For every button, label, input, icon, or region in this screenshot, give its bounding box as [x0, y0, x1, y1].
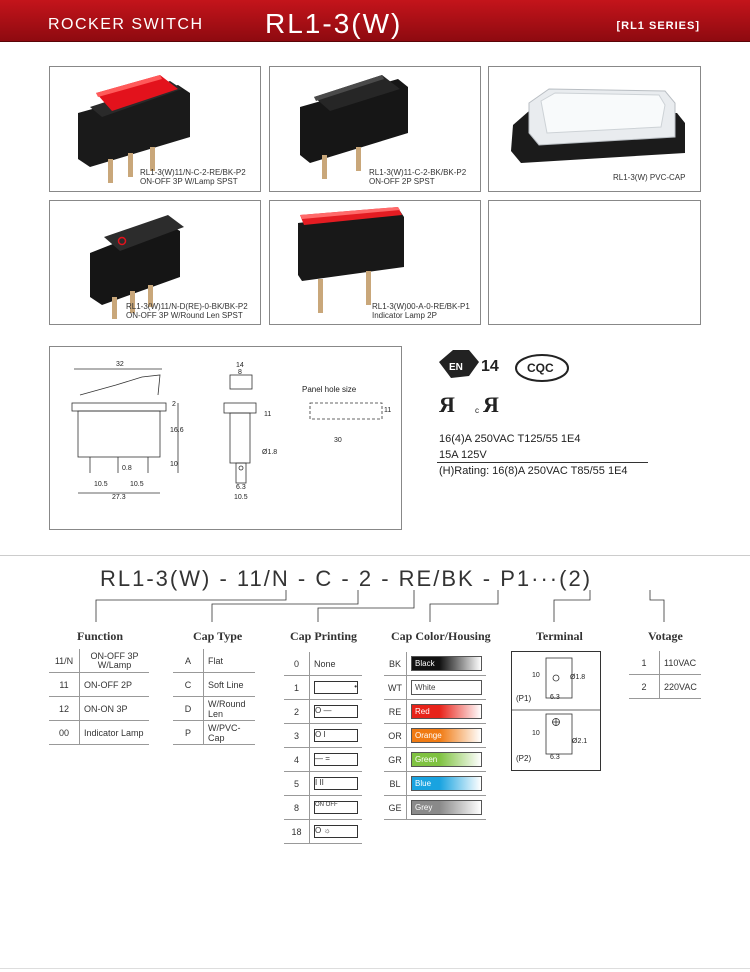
dimension-drawing: [49, 346, 402, 530]
dim-16-6: 16.6: [170, 427, 184, 434]
drawing-lines: [50, 347, 401, 529]
table-row: [629, 651, 701, 675]
cap-type-code: A: [173, 649, 204, 673]
function-title: Function: [77, 629, 124, 643]
svg-text:Я: Я: [483, 392, 499, 417]
dim-10-5-a: 10.5: [94, 481, 108, 488]
table-row: [284, 796, 362, 820]
enec-number: 14: [481, 358, 499, 375]
table-row: [284, 772, 362, 796]
code-leader-lines: [0, 586, 750, 626]
dim-14: 14: [236, 362, 244, 369]
product-card-3: [488, 66, 701, 192]
color-swatch-grey: Grey: [411, 800, 482, 815]
color-code: WT: [384, 676, 407, 700]
ul-c-label: c: [475, 406, 479, 415]
table-row: [384, 748, 486, 772]
dim-2: 2: [172, 401, 176, 408]
table-row: [384, 772, 486, 796]
table-row: [173, 697, 255, 721]
votage-desc: 110VAC: [660, 651, 702, 675]
printing-code: 18: [284, 820, 310, 844]
terminal-h1: 10: [532, 672, 540, 679]
table-row: [384, 652, 486, 676]
color-swatch-orange: Orange: [411, 728, 482, 743]
table-row: [284, 724, 362, 748]
model-title: RL1-3(W): [265, 8, 403, 39]
table-row: [173, 721, 255, 745]
product-5-desc: Indicator Lamp 2P: [372, 311, 437, 320]
table-row: [49, 649, 149, 673]
terminal-h2: 10: [532, 730, 540, 737]
rating-divider: [437, 462, 648, 463]
cap-type-code: P: [173, 721, 204, 745]
terminal-drawing: [511, 651, 601, 771]
code-function: 11/N: [236, 566, 290, 591]
table-row: [384, 724, 486, 748]
terminal-d2: Ø2.1: [572, 738, 588, 745]
table-row: [49, 697, 149, 721]
cap-color-table: [384, 652, 486, 820]
terminal-p2: (P2): [516, 754, 532, 763]
product-card-2: [269, 66, 481, 192]
function-code: 11: [49, 673, 80, 697]
table-row: [384, 700, 486, 724]
function-code: 12: [49, 697, 80, 721]
function-desc: ON-OFF 2P: [80, 673, 150, 697]
code-printing: 2: [358, 566, 374, 591]
dim-6-3: 6.3: [236, 484, 246, 491]
cert-marks-icon: [437, 348, 577, 424]
code-sep: -: [341, 566, 351, 591]
cap-color-title: Cap Color/Housing: [391, 629, 491, 643]
panel-dim-30: 30: [334, 437, 342, 444]
code-sep: -: [219, 566, 229, 591]
cap-type-code: D: [173, 697, 204, 721]
table-row: [49, 721, 149, 745]
printing-code: 0: [284, 652, 310, 676]
table-row: [173, 649, 255, 673]
color-swatch-black: Black: [411, 656, 482, 671]
dim-11: 11: [264, 411, 272, 418]
dim-10-5-c: 10.5: [234, 494, 248, 501]
code-sep: -: [482, 566, 493, 591]
printing-symbol: I II: [314, 777, 358, 790]
page-header: [0, 0, 750, 42]
product-card-4: [49, 200, 261, 325]
color-code: BK: [384, 652, 407, 676]
votage-title: Votage: [648, 629, 683, 643]
panel-dim-11: 11: [384, 407, 392, 414]
function-code: 11/N: [49, 649, 80, 673]
table-row: [384, 676, 486, 700]
product-5-code: RL1-3(W)00-A-0-RE/BK-P1: [372, 302, 470, 311]
code-terminal: P1···(2): [500, 566, 593, 591]
terminal-title: Terminal: [536, 629, 583, 643]
rating-2: 15A 125V: [439, 449, 487, 461]
terminal-w1: 6.3: [550, 694, 560, 701]
printing-desc: None: [310, 652, 363, 676]
printing-code: 5: [284, 772, 310, 796]
table-row: [284, 748, 362, 772]
terminal-lines: [512, 652, 600, 770]
printing-code: 1: [284, 676, 310, 700]
product-1-code: RL1-3(W)11/N-C-2-RE/BK-P2: [140, 168, 246, 177]
cap-type-desc: W/PVC-Cap: [204, 721, 256, 745]
printing-symbol: O —: [314, 705, 358, 718]
table-row: [629, 675, 701, 699]
printing-code: 4: [284, 748, 310, 772]
color-code: GR: [384, 748, 407, 772]
product-4-code: RL1-3(W)11/N-D(RE)-0-BK/BK-P2: [126, 302, 248, 311]
color-swatch-green: Green: [411, 752, 482, 767]
cap-type-title: Cap Type: [193, 629, 243, 643]
function-desc: Indicator Lamp: [80, 721, 150, 745]
color-swatch-red: Red: [411, 704, 482, 719]
code-cap-type: C: [315, 566, 334, 591]
dim-32: 32: [116, 361, 124, 368]
terminal-d1: Ø1.8: [570, 674, 586, 681]
cap-type-desc: Soft Line: [204, 673, 256, 697]
terminal-w2: 6.3: [550, 754, 560, 761]
footer-line: [0, 968, 750, 969]
votage-table: [629, 651, 701, 699]
dim-dia-1-8: Ø1.8: [262, 449, 278, 456]
rating-3: (H)Rating: 16(8)A 250VAC T85/55 1E4: [439, 465, 628, 477]
printing-symbol: O I: [314, 729, 358, 742]
color-code: RE: [384, 700, 407, 724]
color-code: OR: [384, 724, 407, 748]
printing-symbol: •: [314, 681, 358, 694]
printing-symbol: O ☼: [314, 825, 358, 838]
cap-printing-table: [284, 652, 362, 844]
table-row: [384, 796, 486, 820]
series-label: [RL1 SERIES]: [616, 20, 700, 32]
cap-type-desc: Flat: [204, 649, 256, 673]
votage-code: 2: [629, 675, 660, 699]
color-swatch-blue: Blue: [411, 776, 482, 791]
terminal-p1: (P1): [516, 694, 532, 703]
code-color: RE/BK: [398, 566, 475, 591]
empty-product-card: [488, 200, 701, 325]
product-4-desc: ON-OFF 3P W/Round Len SPST: [126, 311, 243, 320]
dim-27-3: 27.3: [112, 494, 126, 501]
printing-code: 2: [284, 700, 310, 724]
category-title: ROCKER SWITCH: [48, 16, 204, 33]
code-sep: -: [381, 566, 391, 591]
table-row: [284, 700, 362, 724]
color-code: GE: [384, 796, 407, 820]
code-model: RL1-3(W): [100, 566, 212, 591]
product-card-5: [269, 200, 481, 325]
printing-code: 3: [284, 724, 310, 748]
cqc-label: CQC: [527, 361, 554, 375]
votage-code: 1: [629, 651, 660, 675]
product-2-desc: ON-OFF 2P SPST: [369, 177, 435, 186]
panel-hole-label: Panel hole size: [302, 385, 357, 394]
product-card-1: [49, 66, 261, 192]
product-1-desc: ON-OFF 3P W/Lamp SPST: [140, 177, 238, 186]
printing-code: 8: [284, 796, 310, 820]
cap-type-desc: W/Round Len: [204, 697, 256, 721]
printing-symbol: — =: [314, 753, 358, 766]
cap-printing-title: Cap Printing: [290, 629, 358, 643]
function-desc: ON-ON 3P: [80, 697, 150, 721]
dim-0-8: 0.8: [122, 465, 132, 472]
code-sep: -: [297, 566, 308, 591]
dim-10: 10: [170, 461, 178, 468]
table-row: [173, 673, 255, 697]
table-row: [284, 820, 362, 844]
certification-logos: [437, 348, 577, 429]
cap-type-table: [173, 649, 255, 745]
dim-8: 8: [238, 369, 242, 376]
table-row: [284, 652, 362, 676]
printing-symbol: ON OFF: [314, 801, 358, 814]
function-table: [49, 649, 149, 745]
rating-1: 16(4)A 250VAC T125/55 1E4: [439, 433, 581, 445]
table-row: [49, 673, 149, 697]
dim-10-5-b: 10.5: [130, 481, 144, 488]
votage-desc: 220VAC: [660, 675, 702, 699]
function-desc: ON-OFF 3P W/Lamp: [80, 649, 150, 673]
table-row: [284, 676, 362, 700]
function-code: 00: [49, 721, 80, 745]
section-divider: [0, 555, 750, 556]
color-swatch-white: White: [411, 680, 482, 695]
cap-type-code: C: [173, 673, 204, 697]
svg-text:EN: EN: [449, 362, 463, 373]
product-3-code: RL1-3(W) PVC-CAP: [613, 173, 686, 182]
product-2-code: RL1-3(W)11-C-2-BK/BK-P2: [369, 168, 467, 177]
svg-text:Я: Я: [439, 392, 455, 417]
color-code: BL: [384, 772, 407, 796]
